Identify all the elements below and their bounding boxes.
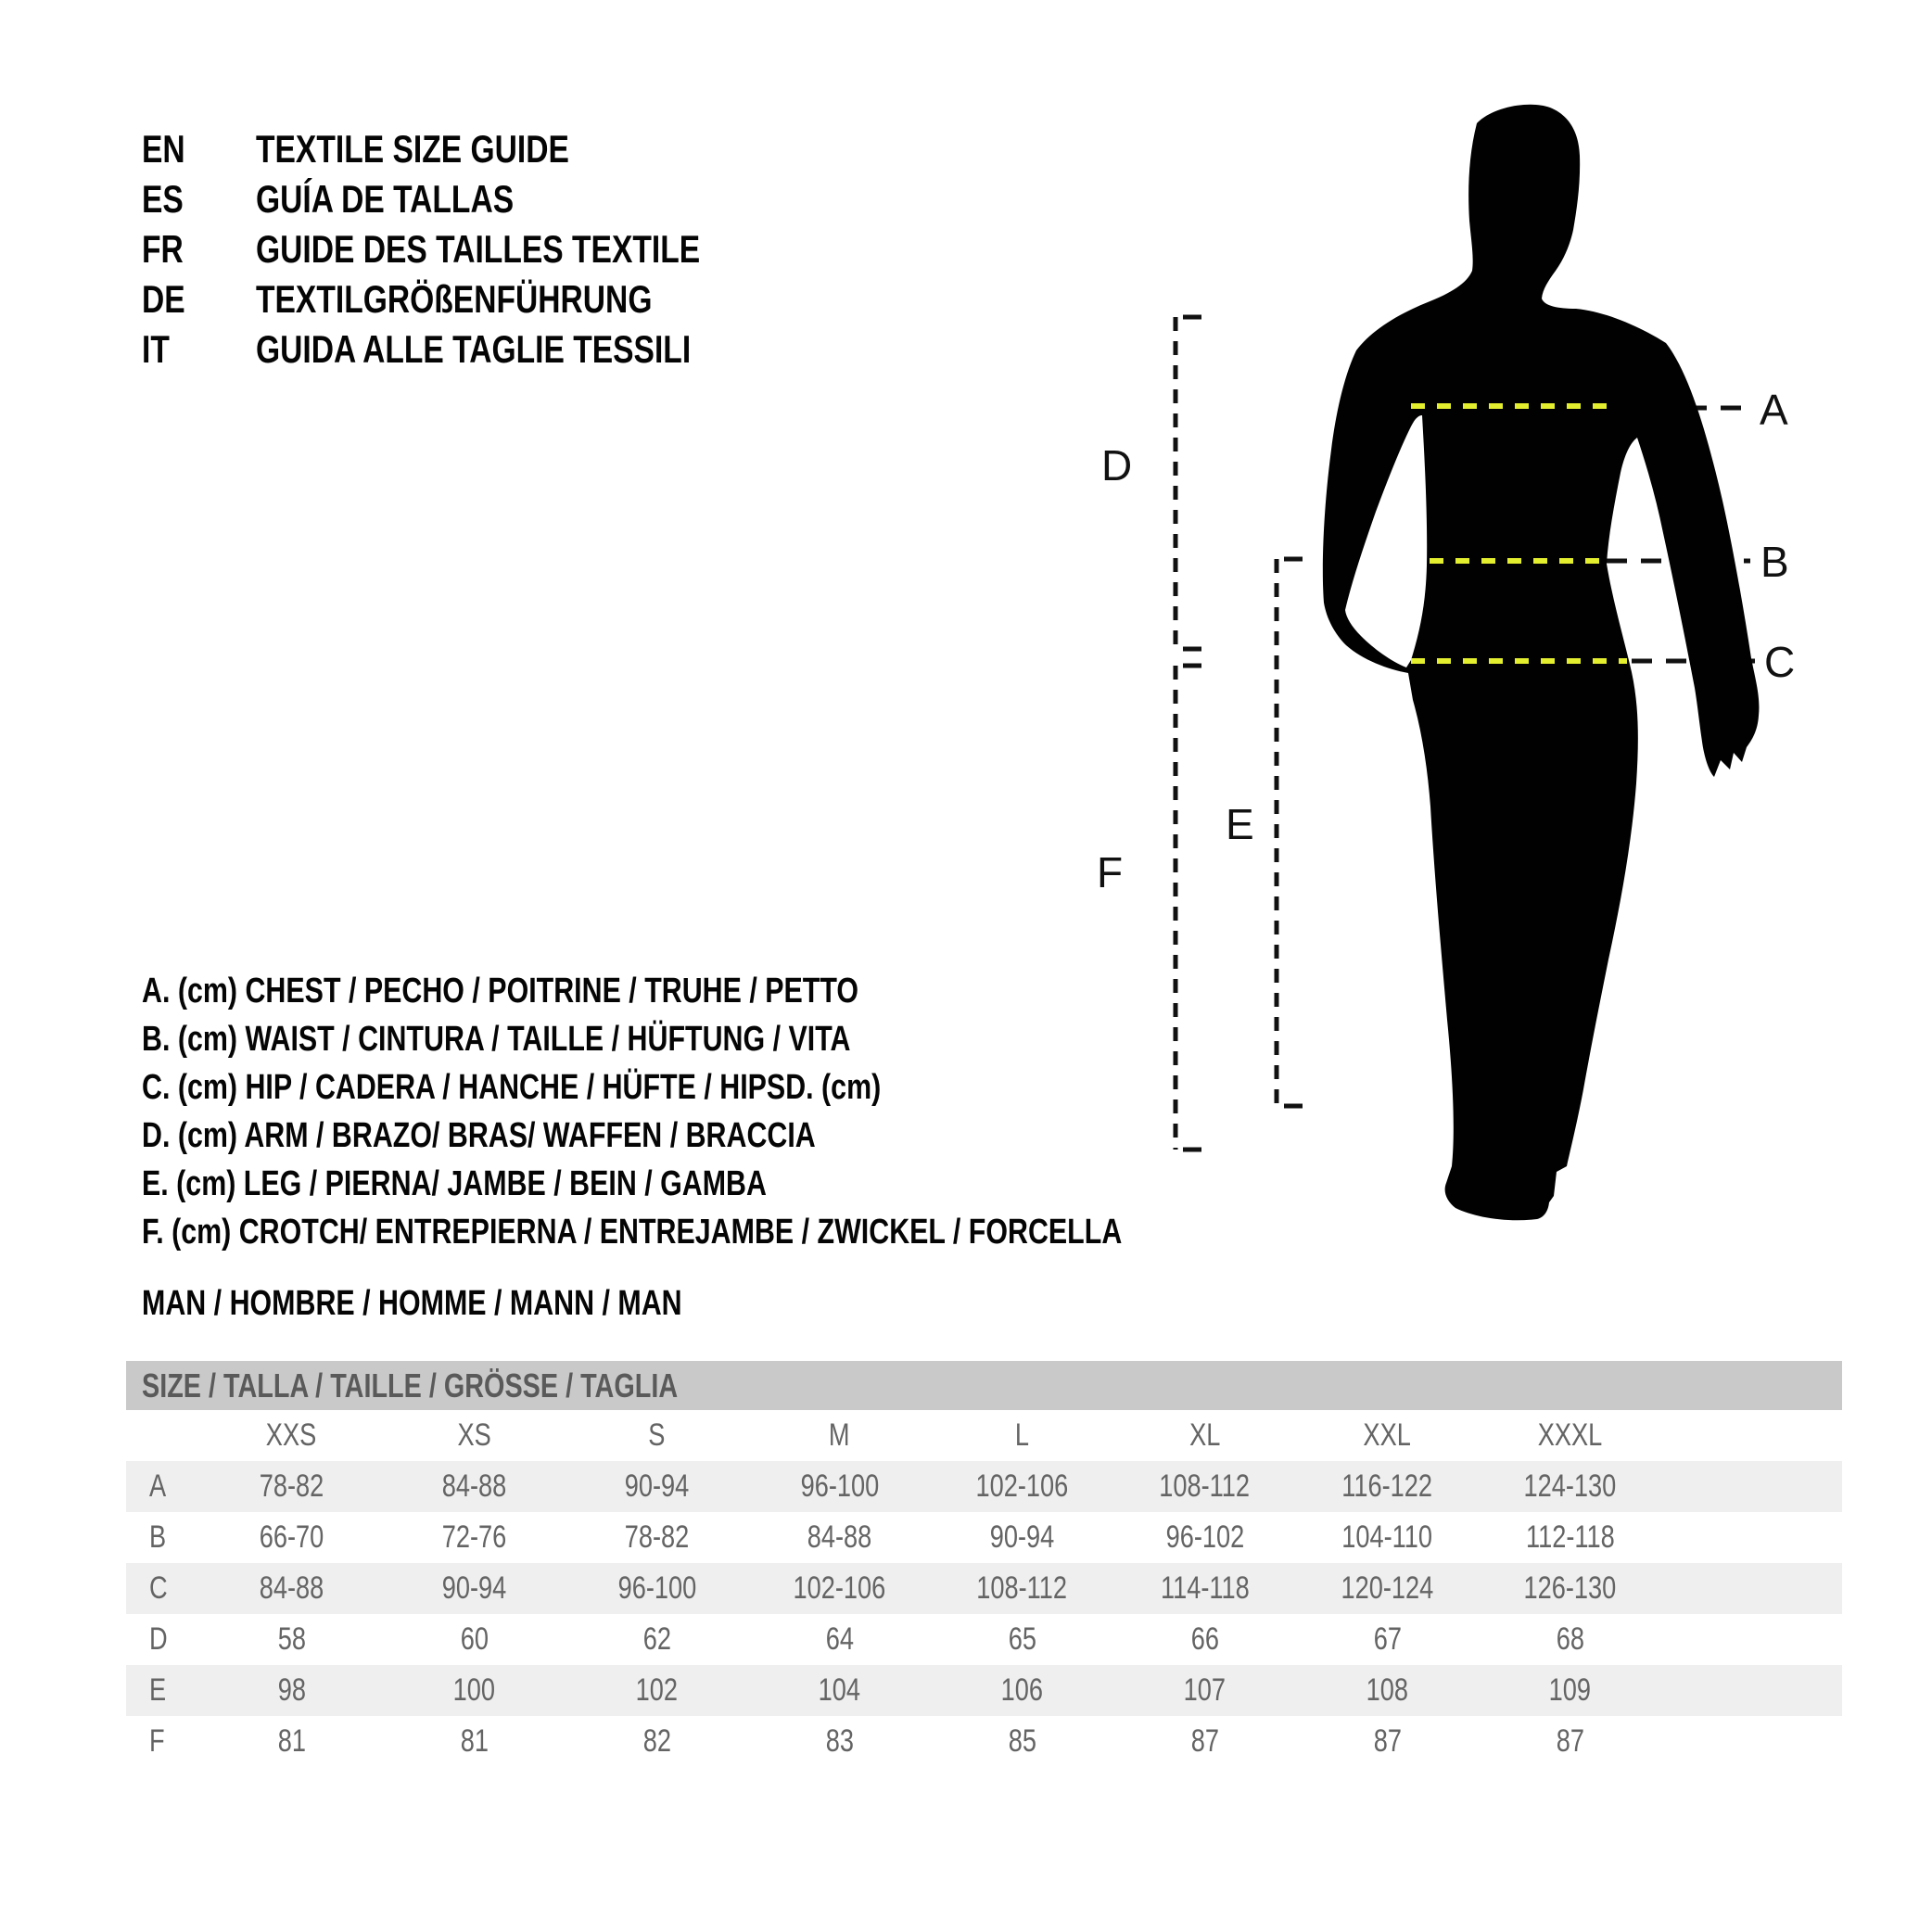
table-cell: 96-102 <box>1165 1519 1244 1555</box>
marker-chest: A <box>1760 386 1788 434</box>
table-row-crotch <box>126 1716 1842 1767</box>
legend-line-chest <box>142 967 1367 1015</box>
table-cell: 87 <box>1190 1723 1219 1759</box>
row-label: E <box>149 1672 167 1708</box>
filler-cell <box>1661 1614 1842 1665</box>
legend-line-arm <box>142 1112 1367 1160</box>
legend-line-crotch <box>142 1208 1367 1256</box>
size-table <box>126 1361 1842 1767</box>
language-code: IT <box>142 327 170 371</box>
table-cell: 104 <box>818 1672 861 1708</box>
marker-crotch: F <box>1097 848 1124 896</box>
language-code: EN <box>142 127 185 171</box>
column-header: S <box>648 1417 666 1453</box>
table-cell: 102-106 <box>975 1468 1069 1504</box>
filler-cell <box>1661 1512 1842 1563</box>
table-cell: 84-88 <box>259 1570 324 1606</box>
row-label: D <box>149 1621 168 1657</box>
table-row-waist <box>126 1512 1842 1563</box>
table-cell: 90-94 <box>441 1570 507 1606</box>
filler-cell <box>1661 1410 1842 1461</box>
table-cell: 81 <box>460 1723 489 1759</box>
table-cell: 83 <box>825 1723 854 1759</box>
table-cell: 90-94 <box>624 1468 690 1504</box>
language-code: DE <box>142 277 185 321</box>
legend-text: B. (cm) WAIST / CINTURA / TAILLE / HÜFTUNG / VITA <box>142 1020 851 1059</box>
row-label: A <box>149 1468 167 1504</box>
size-table-title: SIZE / TALLA / TAILLE / GRÖSSE / TAGLIA <box>142 1366 679 1405</box>
table-cell: 108-112 <box>976 1570 1068 1606</box>
table-cell: 82 <box>642 1723 671 1759</box>
legend-text: A. (cm) CHEST / PECHO / POITRINE / TRUHE / PETTO <box>142 972 859 1010</box>
row-label: C <box>149 1570 168 1606</box>
filler-cell <box>1661 1716 1842 1767</box>
legend-text: E. (cm) LEG / PIERNA/ JAMBE / BEIN / GAMBA <box>142 1164 767 1203</box>
table-cell: 66-70 <box>259 1519 324 1555</box>
table-cell: 108 <box>1366 1672 1409 1708</box>
language-code: FR <box>142 227 184 271</box>
column-header: XS <box>457 1417 491 1453</box>
table-cell: 114-118 <box>1160 1570 1250 1606</box>
table-cell: 98 <box>277 1672 306 1708</box>
table-cell: 100 <box>452 1672 496 1708</box>
table-cell: 104-110 <box>1341 1519 1433 1555</box>
size-table-titlebar <box>126 1361 1842 1410</box>
marker-leg: E <box>1226 800 1254 848</box>
marker-waist: B <box>1760 538 1789 586</box>
table-cell: 108-112 <box>1159 1468 1251 1504</box>
column-header: XXS <box>266 1417 317 1453</box>
table-cell: 112-118 <box>1525 1519 1615 1555</box>
guide-title: GUIDE DES TAILLES TEXTILE <box>256 227 701 271</box>
marker-arm: D <box>1101 441 1133 489</box>
legend-line-leg <box>142 1160 1367 1208</box>
filler-cell <box>1661 1461 1842 1512</box>
table-cell: 58 <box>277 1621 306 1657</box>
measurement-legend <box>142 967 1367 1256</box>
table-cell: 64 <box>825 1621 854 1657</box>
table-row-hip <box>126 1563 1842 1614</box>
table-cell: 124-130 <box>1523 1468 1617 1504</box>
guide-title: TEXTILE SIZE GUIDE <box>256 127 569 171</box>
row-label: F <box>149 1723 165 1759</box>
legend-text: D. (cm) ARM / BRAZO/ BRAS/ WAFFEN / BRACCIA <box>142 1116 816 1155</box>
legend-text: C. (cm) HIP / CADERA / HANCHE / HÜFTE / HIPSD. (cm) <box>142 1068 882 1107</box>
marker-hip: C <box>1764 638 1796 686</box>
category-text: MAN / HOMBRE / HOMME / MANN / MAN <box>142 1284 682 1323</box>
table-cell: 78-82 <box>624 1519 690 1555</box>
table-cell: 109 <box>1548 1672 1592 1708</box>
table-cell: 106 <box>1000 1672 1044 1708</box>
table-cell: 102-106 <box>793 1570 886 1606</box>
table-cell: 87 <box>1556 1723 1584 1759</box>
category-line <box>142 1279 817 1328</box>
table-row-arm <box>126 1614 1842 1665</box>
table-cell: 78-82 <box>259 1468 324 1504</box>
table-cell: 66 <box>1190 1621 1219 1657</box>
table-cell: 85 <box>1008 1723 1036 1759</box>
empty-corner-cell <box>126 1410 200 1461</box>
table-cell: 65 <box>1008 1621 1036 1657</box>
guide-title: TEXTILGRÖßENFÜHRUNG <box>256 277 653 321</box>
legend-text: F. (cm) CROTCH/ ENTREPIERNA / ENTREJAMBE / ZWICKEL / FORCELLA <box>142 1213 1123 1252</box>
table-cell: 72-76 <box>441 1519 507 1555</box>
table-cell: 116-122 <box>1341 1468 1433 1504</box>
table-cell: 84-88 <box>807 1519 872 1555</box>
language-code: ES <box>142 177 184 221</box>
table-cell: 120-124 <box>1341 1570 1434 1606</box>
filler-cell <box>1661 1563 1842 1614</box>
table-cell: 90-94 <box>989 1519 1055 1555</box>
table-cell: 60 <box>460 1621 489 1657</box>
size-column-header-row <box>126 1410 1842 1461</box>
filler-cell <box>1661 1665 1842 1716</box>
table-cell: 107 <box>1183 1672 1227 1708</box>
guide-title: GUÍA DE TALLAS <box>256 177 515 221</box>
table-cell: 62 <box>642 1621 671 1657</box>
table-cell: 87 <box>1373 1723 1402 1759</box>
table-cell: 68 <box>1556 1621 1584 1657</box>
table-row-chest <box>126 1461 1842 1512</box>
column-header: XXL <box>1363 1417 1412 1453</box>
table-cell: 67 <box>1373 1621 1402 1657</box>
table-cell: 81 <box>277 1723 306 1759</box>
row-label: B <box>149 1519 167 1555</box>
table-row-leg <box>126 1665 1842 1716</box>
column-header: XXXL <box>1537 1417 1603 1453</box>
table-cell: 102 <box>635 1672 679 1708</box>
table-cell: 96-100 <box>800 1468 879 1504</box>
column-header: XL <box>1188 1417 1221 1453</box>
table-cell: 96-100 <box>617 1570 696 1606</box>
legend-line-waist <box>142 1015 1367 1063</box>
column-header: M <box>829 1417 850 1453</box>
table-cell: 126-130 <box>1523 1570 1617 1606</box>
column-header: L <box>1014 1417 1030 1453</box>
guide-title: GUIDA ALLE TAGLIE TESSILI <box>256 327 692 371</box>
legend-line-hip <box>142 1063 1367 1112</box>
table-cell: 84-88 <box>441 1468 507 1504</box>
